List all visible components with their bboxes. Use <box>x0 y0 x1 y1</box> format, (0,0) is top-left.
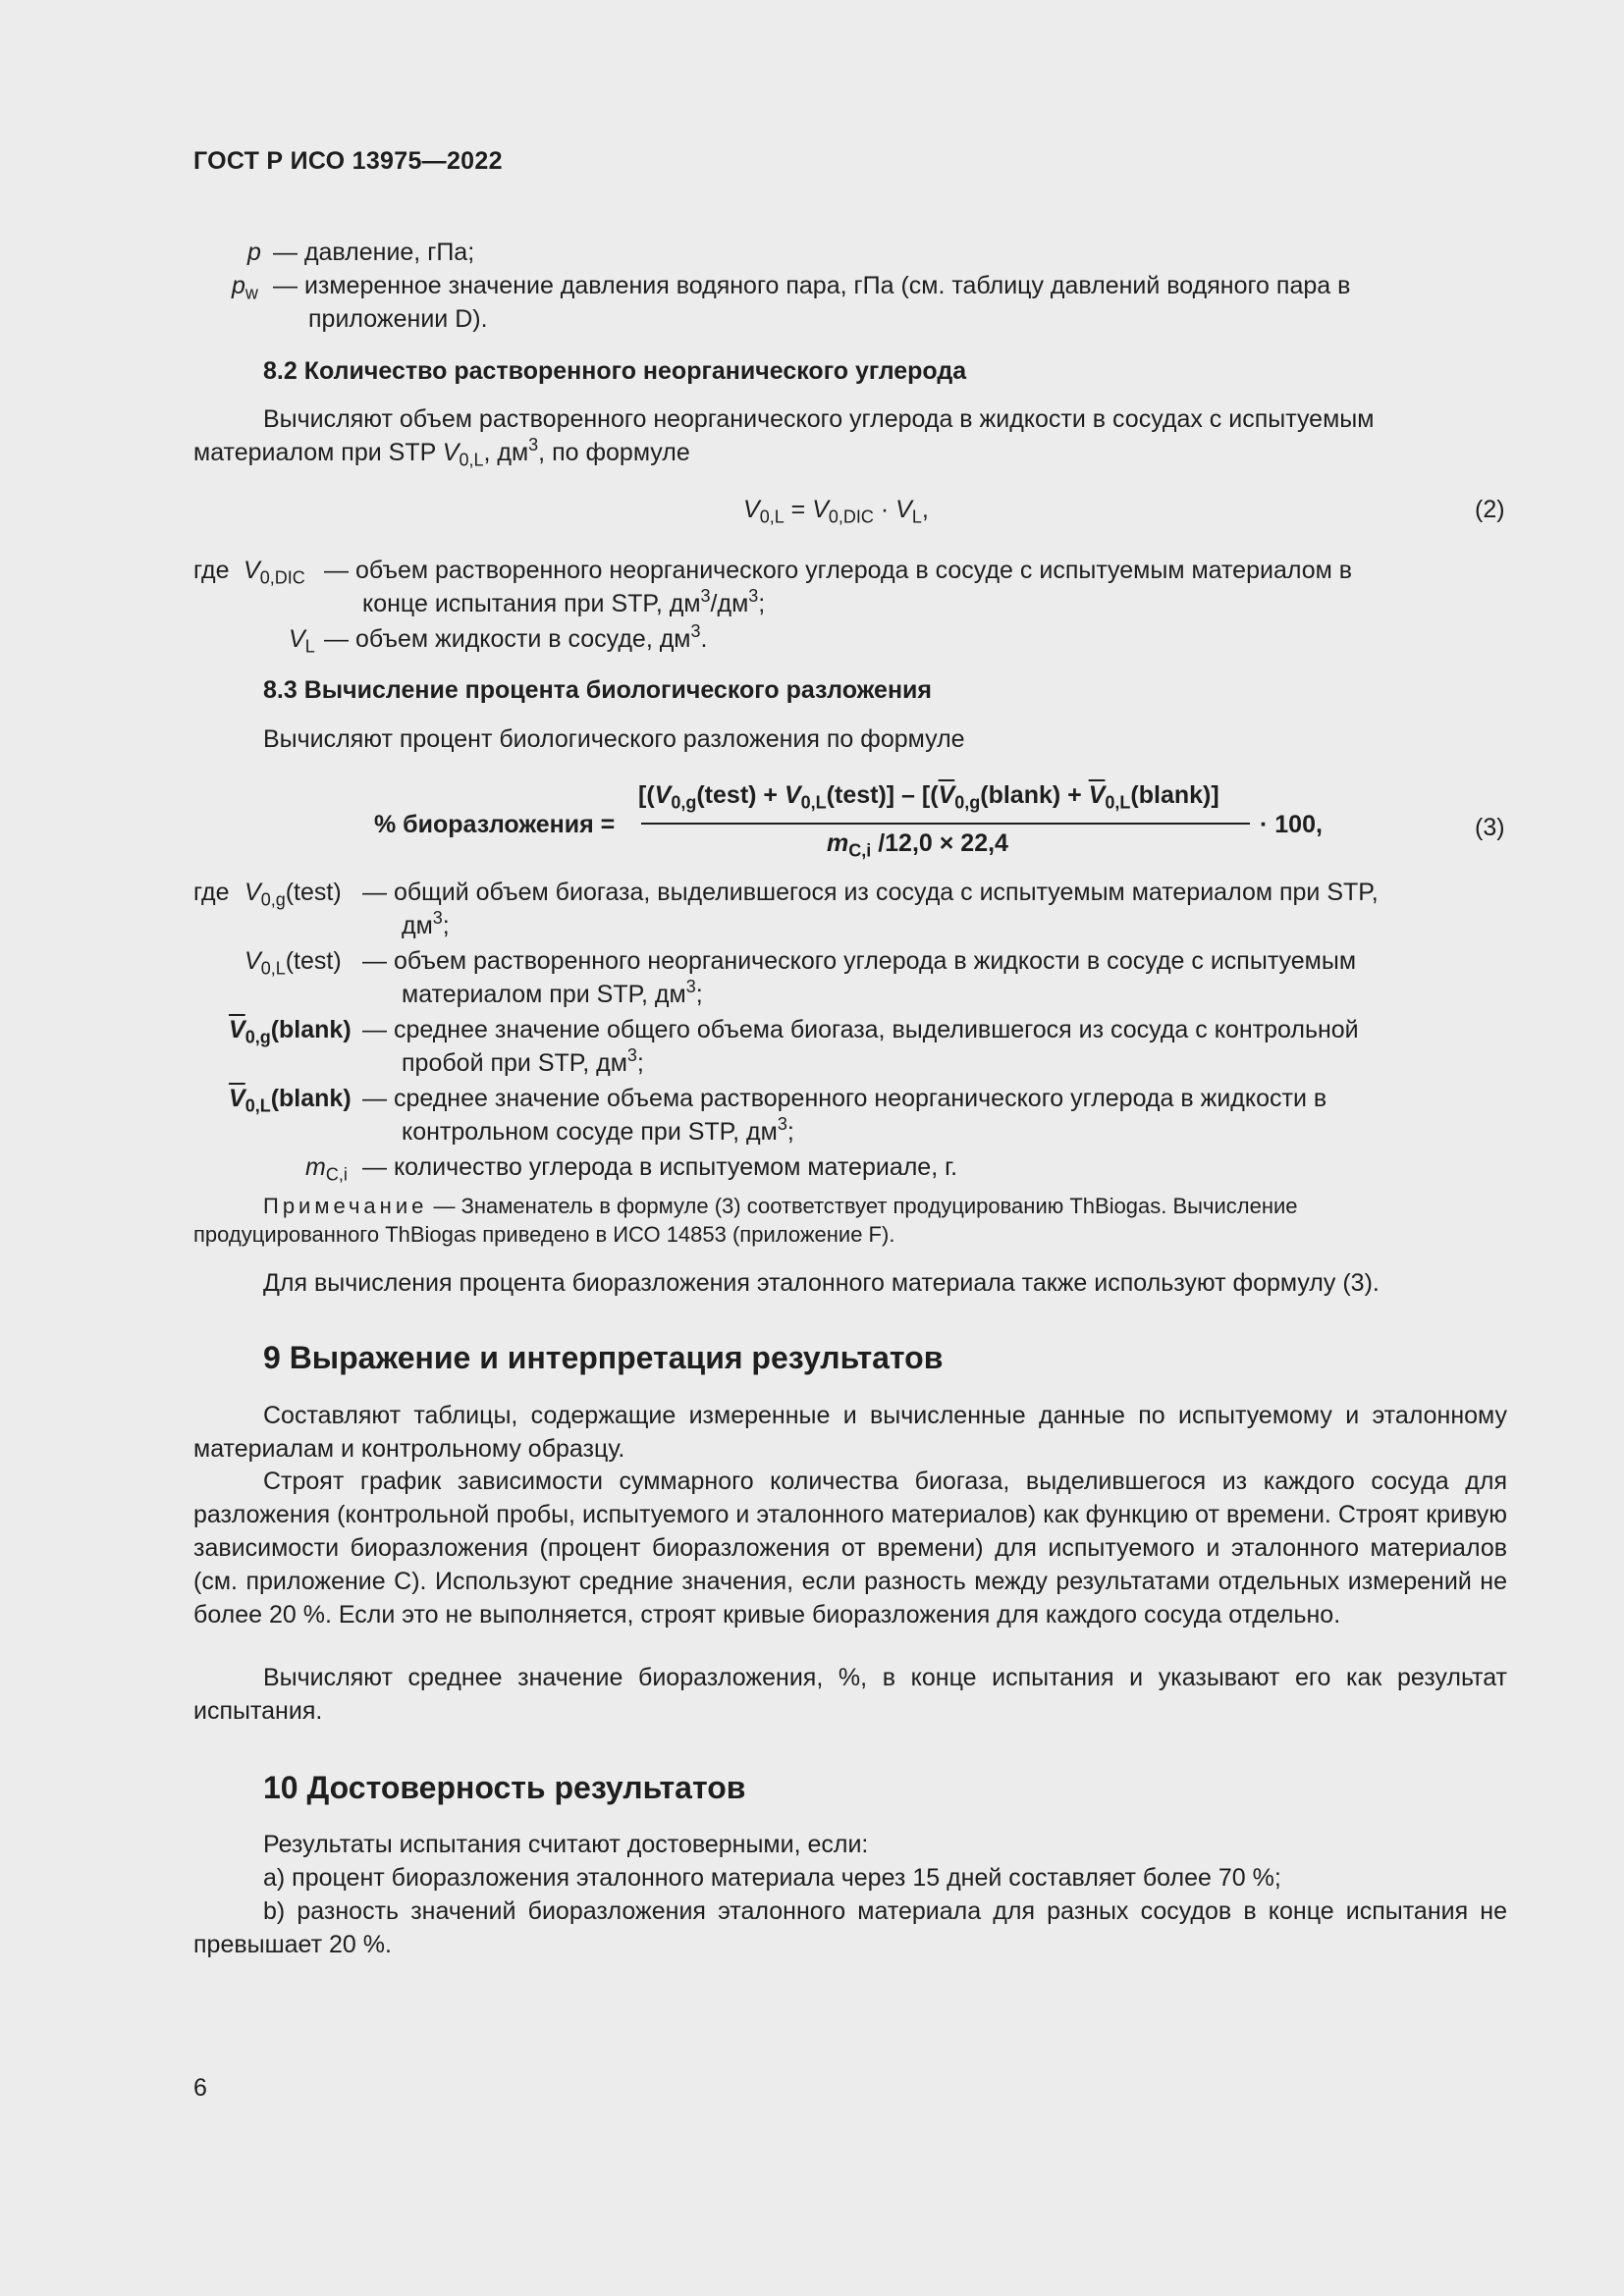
s82-where: где <box>193 557 230 584</box>
s83-def3-line1: — среднее значение общего объема биогаза, выделившегося из сосуда с контрольной <box>362 1016 1359 1043</box>
s83-para: Вычисляют процент биологического разложения по формуле <box>263 725 965 753</box>
s83-def2-line1: — объем растворенного неорганического углерода в жидкости в сосуде с испытуемым <box>362 947 1357 975</box>
section-9-heading: 9 Выражение и интерпретация результатов <box>263 1340 944 1375</box>
formula-3-lhs: % биоразложения = <box>374 811 616 838</box>
s82-def1-symbol: $V_{0,DIC}$ <box>244 557 305 588</box>
formula-3-number: (3) <box>1475 814 1505 841</box>
s83-def1-symbol: $V_{0,g}(test)$ <box>244 879 342 910</box>
s83-def3-line2: пробой при STP, $дм^3$; <box>402 1045 644 1077</box>
s83-def2-line2: материалом при STP, $дм^3$; <box>402 977 703 1008</box>
def-pw-text-line1: — измеренное значение давления водяного пара, гПа (см. таблицу давлений водяного пара в <box>273 272 1351 299</box>
formula-3-numerator: [($V_{0,g}(test)$ + $V_{0,L}(test)$] – [($\overline{V}_{0,g}(blank)$ + $\overline{V}_{0,L}(blank)$] <box>638 781 1219 813</box>
s83-def3-symbol: $\overline{V}_{0,g}(blank)$ <box>229 1016 352 1047</box>
s10-para1: Результаты испытания считают достоверными, если: <box>263 1831 869 1858</box>
formula-2: $V_{0,L} = V_{0,DIC} \cdot V_L$, <box>743 496 929 527</box>
s82-def1-line2: конце испытания при STP, $дм^3/дм^3$; <box>362 586 766 617</box>
formula-3-fraction-bar <box>641 823 1250 825</box>
s83-def4-line1: — среднее значение объема растворенного неорганического углерода в жидкости в <box>362 1085 1327 1112</box>
s83-def1-line1: — общий объем биогаза, выделившегося из сосуда с испытуемым материалом при STP, <box>362 879 1379 906</box>
s10-item-a: a) процент биоразложения эталонного материала через 15 дней составляет более 70 %; <box>263 1864 1281 1892</box>
s83-where: где <box>193 879 230 906</box>
s9-para1: Составляют таблицы, содержащие измеренные и вычисленные данные по испытуемому и эталонному материалам и контрольному образцу. <box>193 1402 1507 1463</box>
s83-after: Для вычисления процента биоразложения эталонного материала также используют формулу (3). <box>263 1269 1380 1297</box>
s83-def4-line2: контрольном сосуде при STP, $дм^3$; <box>402 1114 794 1146</box>
note-line1: Примечание — Знаменатель в формуле (3) соответствует продуцированию ThBiogas. Вычисление <box>263 1194 1298 1218</box>
s83-def4-symbol: $\overline{V}_{0,L}(blank)$ <box>229 1085 352 1116</box>
s82-para-line1: Вычисляют объем растворенного неорганического углерода в жидкости в сосудах с испытуемым <box>263 405 1375 433</box>
section-8-2-heading: 8.2 Количество растворенного неорганического углерода <box>263 357 967 385</box>
s82-def2-symbol: $V_L$ <box>289 625 315 657</box>
def-pw-text-line2: приложении D). <box>308 305 488 333</box>
def-pw-symbol: $p_w$ <box>232 272 258 303</box>
s83-def1-line2: $дм^3$; <box>402 908 450 939</box>
s83-def5-symbol: $m_{C,i}$ <box>305 1153 348 1185</box>
formula-3-denominator: $m_{C,i}$ /12,0 × 22,4 <box>827 829 1008 861</box>
page-number: 6 <box>193 2074 207 2102</box>
def-p-symbol: p <box>247 239 261 266</box>
s83-def2-symbol: $V_{0,L}(test)$ <box>244 947 342 979</box>
s82-def2: — объем жидкости в сосуде, $дм^3$. <box>324 621 708 653</box>
formula-2-number: (2) <box>1475 496 1505 523</box>
section-8-3-heading: 8.3 Вычисление процента биологического разложения <box>263 676 933 704</box>
document-header: ГОСТ Р ИСО 13975—2022 <box>193 147 503 175</box>
s9-para2: Строят график зависимости суммарного количества биогаза, выделившегося из каждого сосуда для разложения (контрольной пробы, испытуемого и эталонного материалов) как функцию от времени. Строят кривую зависимости биоразложения (процент биоразложения от времени) для испытуемого и эталонного материалов (см. приложение С). Используют средние значения, если разность между результатами отдельных измерений не более 20 %. Если это не выполняется, строят кривые биоразложения для каждого сосуда отдельно. <box>193 1468 1507 1629</box>
s83-def5-line1: — количество углерода в испытуемом материале, г. <box>362 1153 958 1181</box>
s10-item-b: b) разность значений биоразложения эталонного материала для разных сосудов в конце испытания не превышает 20 %. <box>193 1897 1507 1958</box>
section-10-heading: 10 Достоверность результатов <box>263 1770 746 1805</box>
s82-def1-line1: — объем растворенного неорганического углерода в сосуде с испытуемым материалом в <box>324 557 1353 584</box>
s82-para-line2: материалом при STP $V_{0,L}$, $дм^3$, по формуле <box>193 435 690 470</box>
note-line2: продуцированного ThBiogas приведено в ИСО 14853 (приложение F). <box>193 1222 895 1247</box>
s9-para3: Вычисляют среднее значение биоразложения, %, в конце испытания и указывают его как результат испытания. <box>193 1664 1507 1725</box>
formula-3-multiplier: · 100, <box>1260 811 1323 838</box>
def-p-text: — давление, гПа; <box>273 239 475 266</box>
